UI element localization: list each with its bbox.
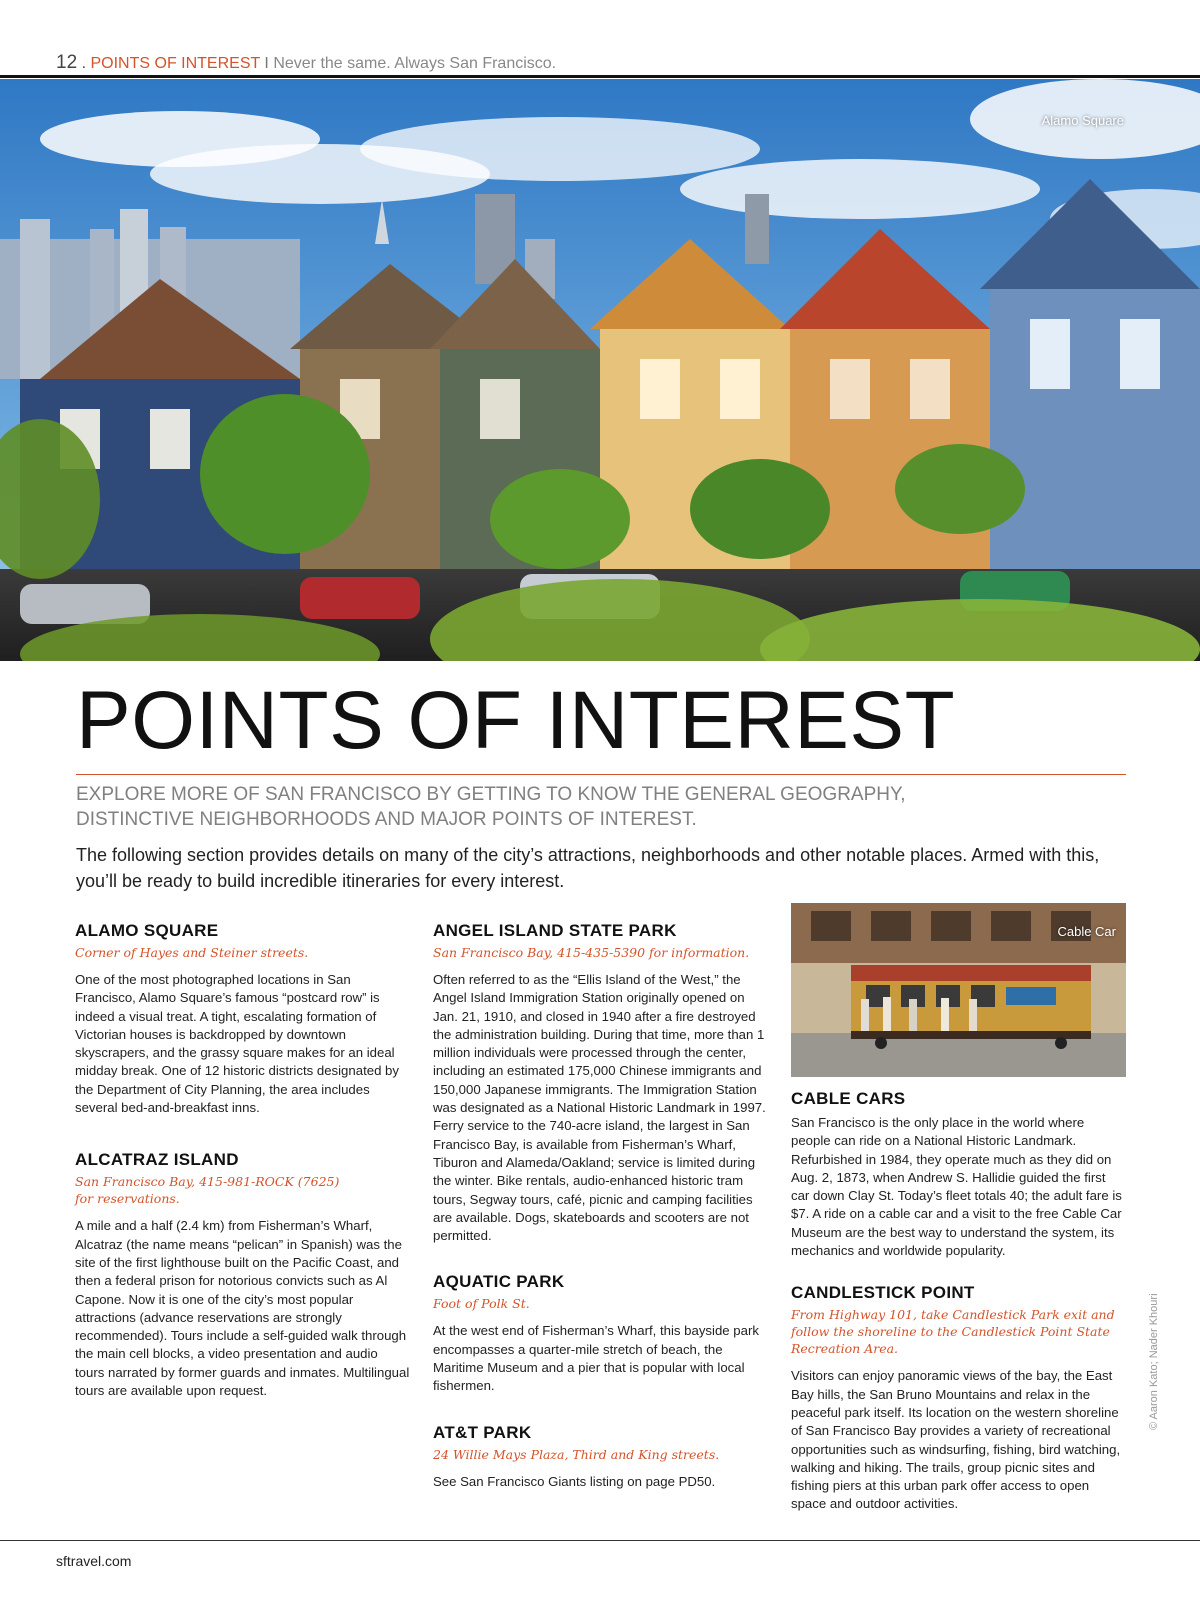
footer-rule [0,1540,1200,1541]
subtitle-line-1: EXPLORE MORE OF SAN FRANCISCO BY GETTING TO KNOW THE GENERAL GEOGRAPHY, [76,784,906,805]
title-rule [76,774,1126,775]
entry-location-line-2: for reservations. [75,1191,180,1207]
subtitle-line-2: DISTINCTIVE NEIGHBORHOODS AND MAJOR POINTS OF INTEREST. [76,809,697,830]
entry-cable-cars [791,1088,1126,1260]
entry-body: One of the most photographed locations in San Francisco, Alamo Square’s famous “postcard row” is indeed a visual treat. A tight, escalating formation of Victorian houses is backdropped by downtown skyscrapers, and the grassy square makes for an ideal midday break. One of 12 historic districts designated by the Department of City Planning, the area includes several bed-and-breakfast inns. [75,972,399,1116]
column-3 [791,903,1126,1514]
header-separator: I [259,55,274,72]
entry-title: AT&T PARK [433,1422,532,1442]
entry-alcatraz-island [75,1149,410,1400]
page-title: POINTS OF INTEREST [76,675,956,766]
entry-title: AQUATIC PARK [433,1272,565,1292]
entry-body: Visitors can enjoy panoramic views of the bay, the East Bay hills, the San Bruno Mountains and relax in the peaceful park itself. Its location on the western shoreline of San Francisco Bay provides a variety of recreational opportunities such as windsurfing, fishing, bird watching, walking and hiking. The trails, group picnic sites and fishing piers at this urban park offer access to open space and outdoor activities. [791,1368,1121,1512]
column-1 [75,920,410,1400]
entry-aquatic-park [433,1271,768,1395]
entry-location [75,1173,410,1207]
entry-alamo-square [75,920,410,1117]
painted-ladies-illustration [0,79,1200,661]
entry-att-park [433,1422,768,1491]
page-number: 12 [56,52,78,73]
entry-body: See San Francisco Giants listing on page PD50. [433,1473,716,1489]
entry-angel-island [433,920,768,1245]
footer-website[interactable]: sftravel.com [56,1553,132,1569]
section-subtitle [76,782,1156,832]
entry-body: Often referred to as the “Ellis Island of the West,” the Angel Island Immigration Station originally opened on Jan. 21, 1910, and closed in 1940 after a fire destroyed the administration building. During that time, more than 1 million individuals were processed through the center, including an estimated 175,000 Chinese immigrants and 150,000 Japanese immigrants. The Immigration Station was designated as a National Historic Landmark in 1997. Ferry service to the 740-acre island, the largest in San Francisco Bay, is available from Fisherman’s Wharf, Tiburon and Alameda/Oakland; service is limited during the winter. Bike rentals, audio-enhanced historic tram tours, Segway tours, café, picnic and camping facilities are available. Dogs, skateboards and scooters are not permitted. [433,972,766,1244]
header-dot: . [77,55,87,72]
entry-title: ALAMO SQUARE [75,921,219,940]
entry-location: From Highway 101, take Candlestick Park exit and follow the shoreline to the Candlestick Point State Recreation Area. [791,1307,1115,1357]
header-section-name: POINTS OF INTEREST [90,55,260,72]
entry-candlestick-point [791,1282,1126,1513]
header-rule [0,75,1200,78]
intro-paragraph: The following section provides details on many of the city’s attractions, neighborhoods and other notable places. Armed with this, you’ll be ready to build incredible itineraries for every interest. [76,845,1100,891]
entry-location: 24 Willie Mays Plaza, Third and King streets. [433,1446,720,1462]
entry-location: San Francisco Bay, 415-435-5390 for information. [433,945,750,960]
entry-title: ALCATRAZ ISLAND [75,1150,239,1170]
hero-photo-alamo-square [0,79,1200,661]
entry-title: ANGEL ISLAND STATE PARK [433,921,677,940]
entry-title: CABLE CARS [791,1089,906,1108]
entry-body: San Francisco is the only place in the world where people can ride on a National Historic Landmark. Refurbished in 1984, they operate much as they did on Aug. 2, 1873, when Andrew S. Hallidie guided the first car down Clay St. Today’s fleet totals 40; the adult fare is $7. A ride on a cable car and a visit to the free Cable Car Museum are the best way to understand the system, its mechanics and worldwide popularity. [791,1115,1122,1259]
entry-location: Corner of Hayes and Steiner streets. [75,945,309,960]
entry-body: A mile and a half (2.4 km) from Fisherman’s Wharf, Alcatraz (the name means “pelican” in Spanish) was the site of the first lighthouse built on the Pacific Coast, and then a federal prison for notorious convicts such as Al Capone. Now it is one of the city’s most popular attractions (advance reservations are strongly recommended). Tours include a self-guided walk through the main cell blocks, a video presentation and audio tours narrated by former guards and inmates. Multilingual tours are available upon request. [75,1218,410,1399]
entry-title: CANDLESTICK POINT [791,1283,975,1303]
entry-location-line-1: San Francisco Bay, 415-981-ROCK (7625) [75,1174,340,1190]
header-tagline: Never the same. Always San Francisco. [273,55,557,72]
cable-car-photo [791,903,1126,1077]
hero-caption: Alamo Square [1041,113,1124,128]
photo-credit: © Aaron Kato; Nader Khouri [1148,1293,1160,1430]
column-2 [433,920,768,1491]
entry-location: Foot of Polk St. [433,1296,530,1312]
entry-body: At the west end of Fisherman’s Wharf, this bayside park encompasses a quarter-mile stretch of beach, the Maritime Museum and a pier that is popular with local fishermen. [433,1323,759,1394]
cable-car-caption: Cable Car [1057,924,1116,939]
